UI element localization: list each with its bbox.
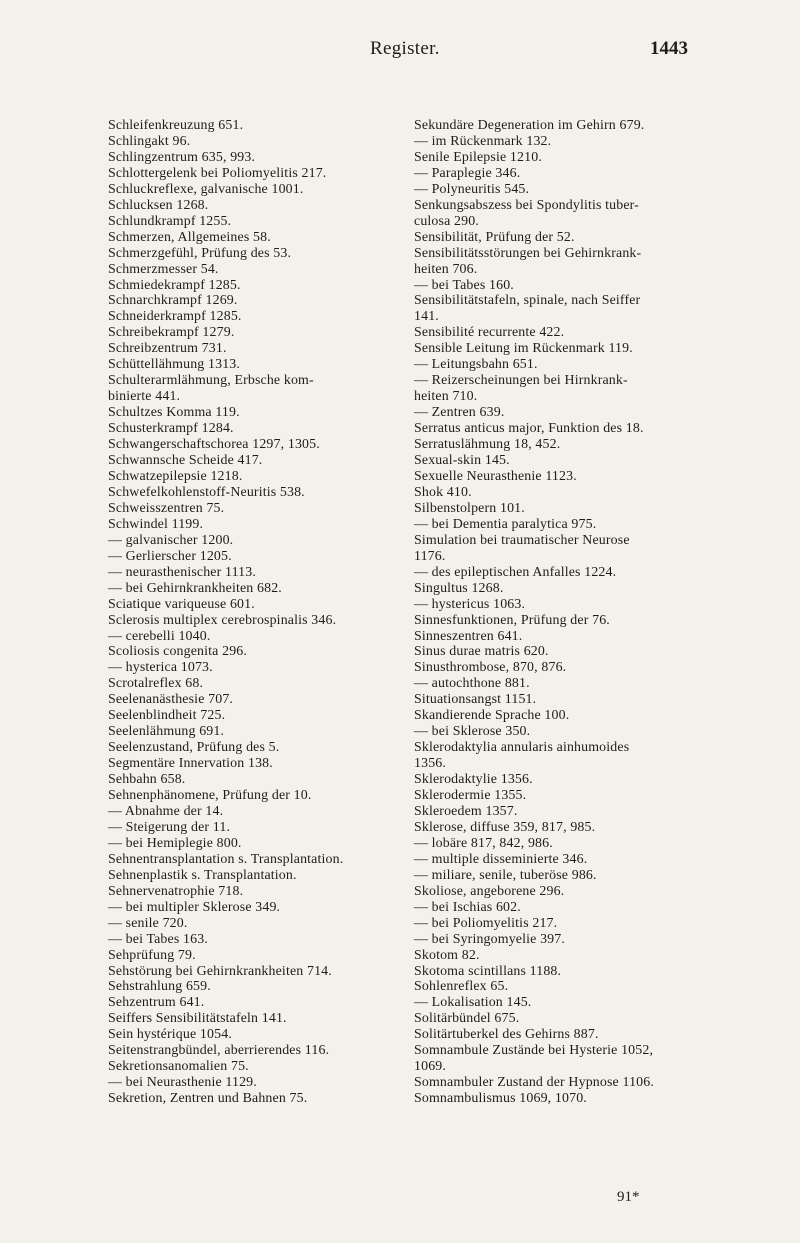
index-entry: 1176. [414,548,446,564]
index-entry: Senile Epilepsie 1210. [414,149,542,165]
index-entry: binierte 441. [108,389,181,405]
index-entry: — bei Tabes 160. [414,277,514,293]
index-entry: Seelenblindheit 725. [108,708,226,724]
index-entry: Seelenzustand, Prüfung des 5. [108,740,280,756]
index-entry: Schlottergelenk bei Poliomyelitis 217. [108,165,327,181]
index-entry: — lobäre 817, 842, 986. [414,835,553,851]
index-entry: — neurasthenischer 1113. [108,564,256,580]
index-entry: Serratus anticus major, Funktion des 18. [414,421,644,437]
index-entry: — senile 720. [108,915,188,931]
index-entry: Schwannsche Scheide 417. [108,453,263,469]
index-entry: Sehstrahlung 659. [108,979,211,995]
index-entry: Schmerzmesser 54. [108,261,219,277]
index-entry: — bei Sklerose 350. [414,724,531,740]
index-entry: Schleifenkreuzung 651. [108,118,244,133]
index-entry: — Reizerscheinungen bei Hirnkrank- [414,373,628,389]
index-entry: Skleroedem 1357. [414,803,518,819]
index-entry: Singultus 1268. [414,580,504,596]
index-entry: — bei Hemiplegie 800. [108,835,242,851]
index-entry: Sensibilität, Prüfung der 52. [414,229,575,245]
index-entry: — autochthone 881. [414,676,530,692]
index-entry: — hysterica 1073. [108,660,213,676]
index-entry: — bei Poliomyelitis 217. [414,915,558,931]
right-index-column [414,118,710,1107]
index-entry: — Steigerung der 11. [108,819,231,835]
index-entry: — bei Neurasthenie 1129. [108,1075,257,1091]
index-entry: Simulation bei traumatischer Neurose [414,532,630,548]
index-entry: — multiple disseminierte 346. [414,851,588,867]
index-entry: — des epileptischen Anfalles 1224. [414,564,617,580]
index-entry: Schmiedekrampf 1285. [108,277,241,293]
index-entry: Schüttellähmung 1313. [108,357,241,373]
index-entry: Sciatique variqueuse 601. [108,596,255,612]
index-entry: Somnambule Zustände bei Hysterie 1052, [414,1043,654,1059]
index-entry: Sklerodermie 1355. [414,788,527,804]
index-entry: Seelenlähmung 691. [108,724,225,740]
page-number: 1443 [650,38,688,59]
index-entry: Schwefelkohlenstoff-Neuritis 538. [108,484,305,500]
index-entry: — Zentren 639. [414,405,505,421]
index-entry: Solitärbündel 675. [414,1011,520,1027]
index-entry: Schlingzentrum 635, 993. [108,149,256,165]
index-entry: Sekundäre Degeneration im Gehirn 679. [414,118,645,133]
index-entry: Sklerose, diffuse 359, 817, 985. [414,819,596,835]
index-entry: Sehnervenatrophie 718. [108,883,244,899]
index-entry: Sinus durae matris 620. [414,644,549,660]
index-entry: Schlucksen 1268. [108,197,209,213]
index-entry: Schulterarmlähmung, Erbsche kom- [108,373,314,389]
index-entry: — galvanischer 1200. [108,532,234,548]
index-entry: — miliare, senile, tuberöse 986. [414,867,597,883]
index-entry: Sensibilitätsstörungen bei Gehirnkrank- [414,245,642,261]
index-entry: — Abnahme der 14. [108,803,224,819]
index-entry: Schweisszentren 75. [108,500,225,516]
index-entry: Sohlenreflex 65. [414,979,509,995]
left-index-column [108,118,404,1107]
index-entry: Skoliose, angeborene 296. [414,883,565,899]
index-entry: Silbenstolpern 101. [414,500,525,516]
index-entry: Sehprüfung 79. [108,947,196,963]
index-entry: Schreibzentrum 731. [108,341,227,357]
index-entry: Seitenstrangbündel, aberrierendes 116. [108,1043,330,1059]
index-entry: Situationsangst 1151. [414,692,537,708]
index-entry: Schmerzgefühl, Prüfung des 53. [108,245,292,261]
index-entry: 1069. [414,1059,447,1075]
index-entry: Shok 410. [414,484,472,500]
index-entry: Sehnentransplantation s. Transplantation. [108,851,344,867]
page-header [0,38,800,68]
index-entry: — im Rückenmark 132. [414,133,552,149]
index-entry: Sklerodaktylia annularis ainhumoides [414,740,630,756]
index-entry: Sensibilité recurrente 422. [414,325,565,341]
index-entry: Segmentäre Innervation 138. [108,756,273,772]
index-entry: heiten 710. [414,389,478,405]
index-entry: — bei Tabes 163. [108,931,208,947]
index-entry: Sekretion, Zentren und Bahnen 75. [108,1091,308,1107]
index-entry: Schreibekrampf 1279. [108,325,235,341]
index-entry: 141. [414,309,439,325]
index-entry: Schneiderkrampf 1285. [108,309,242,325]
index-entry: Somnambuler Zustand der Hypnose 1106. [414,1075,654,1091]
index-entry: — bei Ischias 602. [414,899,521,915]
index-entry: Schwangerschaftschorea 1297, 1305. [108,437,320,453]
index-entry: Serratuslähmung 18, 452. [414,437,561,453]
index-entry: — bei Gehirnkrankheiten 682. [108,580,282,596]
index-entry: Schlingakt 96. [108,133,191,149]
index-entry: Sehnenphänomene, Prüfung der 10. [108,788,312,804]
index-entry: Sinusthrombose, 870, 876. [414,660,567,676]
index-entry: Solitärtuberkel des Gehirns 887. [414,1027,599,1043]
index-entry: Schwindel 1199. [108,516,204,532]
index-entry: Schwatzepilepsie 1218. [108,468,243,484]
signature-mark: 91* [617,1189,640,1205]
index-entry: — hystericus 1063. [414,596,526,612]
index-entry: — cerebelli 1040. [108,628,211,644]
index-entry: Schluckreflexe, galvanische 1001. [108,181,304,197]
index-entry: — Gerlierscher 1205. [108,548,232,564]
index-entry: Sehbahn 658. [108,772,186,788]
index-entry: Sein hystérique 1054. [108,1027,232,1043]
index-entry: Schultzes Komma 119. [108,405,240,421]
index-entry: Sexual-skin 145. [414,453,510,469]
index-entry: Sehnenplastik s. Transplantation. [108,867,297,883]
index-entry: Skandierende Sprache 100. [414,708,570,724]
index-entry: Sexuelle Neurasthenie 1123. [414,468,577,484]
index-entry: Skotoma scintillans 1188. [414,963,562,979]
index-entry: Sensible Leitung im Rückenmark 119. [414,341,633,357]
index-entry: Sklerodaktylie 1356. [414,772,533,788]
index-entry: Schlundkrampf 1255. [108,213,232,229]
index-entry: Seiffers Sensibilitätstafeln 141. [108,1011,287,1027]
index-entry: Schmerzen, Allgemeines 58. [108,229,271,245]
index-entry: — bei multipler Sklerose 349. [108,899,281,915]
index-entry: Sinneszentren 641. [414,628,523,644]
index-entry: Senkungsabszess bei Spondylitis tuber- [414,197,639,213]
index-entry: Seelenanästhesie 707. [108,692,234,708]
index-entry: — bei Dementia paralytica 975. [414,516,597,532]
index-entry: — Paraplegie 346. [414,165,521,181]
index-entry: heiten 706. [414,261,478,277]
index-entry: Schnarchkrampf 1269. [108,293,238,309]
index-entry: culosa 290. [414,213,479,229]
index-entry: Scoliosis congenita 296. [108,644,248,660]
index-entry: Skotom 82. [414,947,480,963]
index-entry: Sinnesfunktionen, Prüfung der 76. [414,612,610,628]
index-entry: 1356. [414,756,447,772]
index-entry: Sehzentrum 641. [108,995,205,1011]
running-title: Register. [370,38,440,59]
index-entry: — bei Syringomyelie 397. [414,931,565,947]
index-entry: Sclerosis multiplex cerebrospinalis 346. [108,612,337,628]
index-entry: Somnambulismus 1069, 1070. [414,1091,587,1107]
index-entry: Sensibilitätstafeln, spinale, nach Seiffer [414,293,641,309]
index-entry: — Polyneuritis 545. [414,181,530,197]
index-entry: Sekretionsanomalien 75. [108,1059,249,1075]
index-entry: Sehstörung bei Gehirnkrankheiten 714. [108,963,332,979]
index-entry: Scrotalreflex 68. [108,676,204,692]
index-entry: — Lokalisation 145. [414,995,532,1011]
index-entry: — Leitungsbahn 651. [414,357,538,373]
index-entry: Schusterkrampf 1284. [108,421,234,437]
